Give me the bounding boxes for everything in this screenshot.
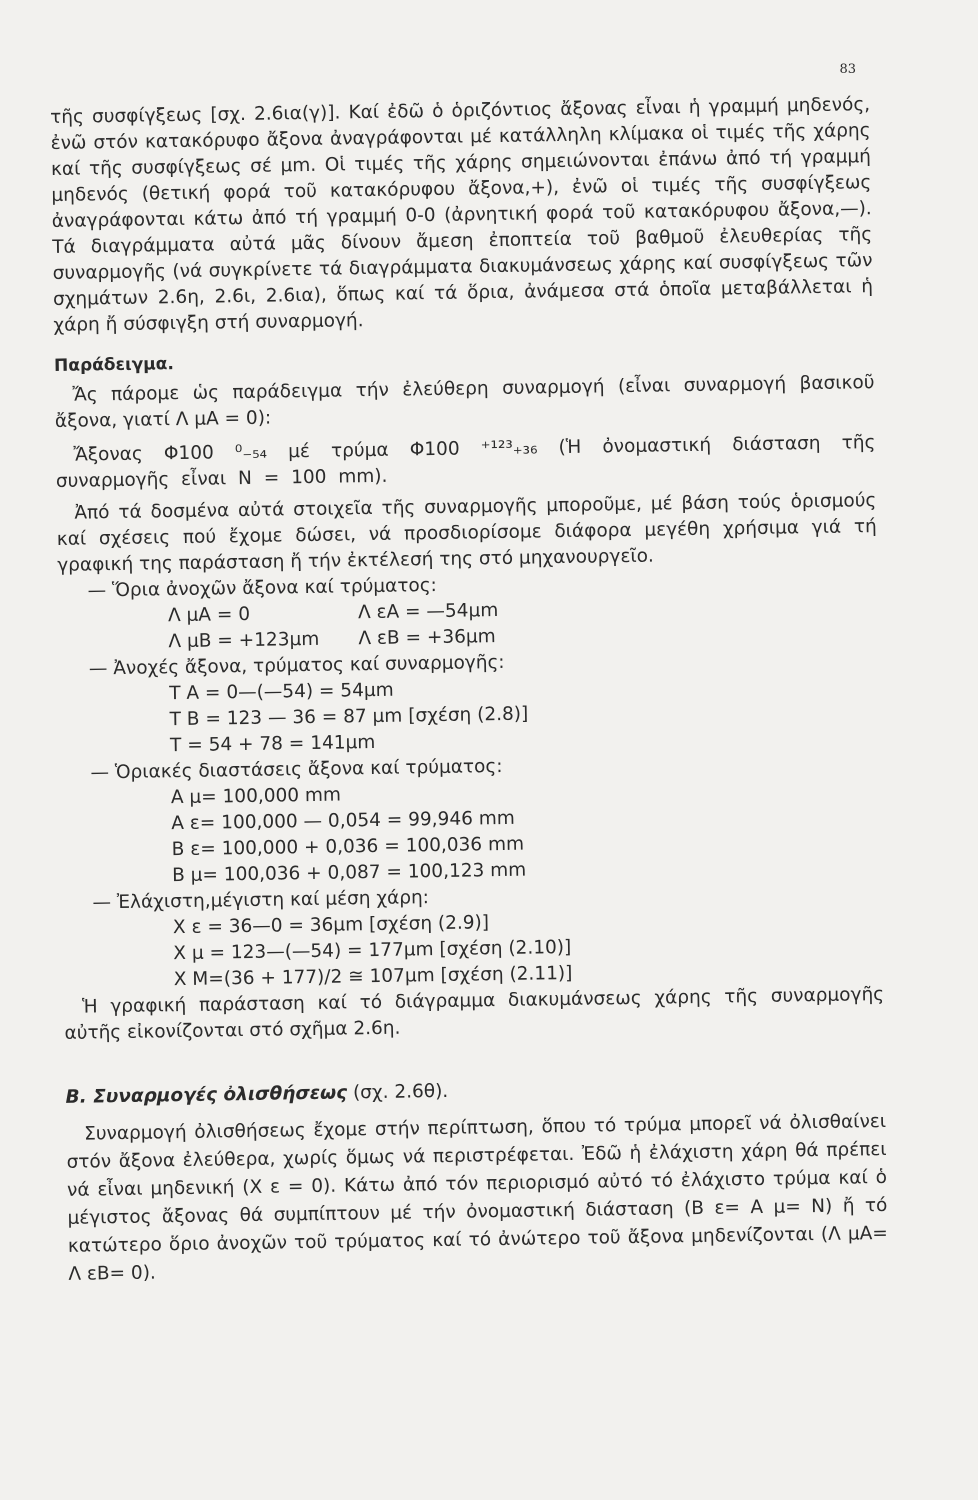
heading-clearances: — Ἐλάχιστη,μέγιστη καί μέση χάρη: — [92, 887, 430, 914]
text-column — [50, 92, 888, 1289]
paragraph-sliding-fit: Συναρμογή ὀλισθήσεως ἔχομε στήν περίπτωση, ὅπου τό τρύμα μπορεῖ νά ὀλισθαίνει στόν ἄξονα ἐλεύθερα, χωρίς ὅμως νά περιστρέφεται. Ἐδῶ ἡ ἐλάχιστη χάρη θά πρέπει νά εἶναι μηδενική (X ε = 0). Κάτω ἀπό τόν περιορισμό αὐτό τό ἐλάχιστο τρύμα καί ὁ μέγιστος ἄξονας θά συμπίπτουν μέ τήν ὀνομαστική διάσταση (B ε= A μ= N) ἤ τό κατώτερο ὅριο ἀνοχῶν τοῦ τρύματος καί τό ἀνώτερο τοῦ ἄξονα μηδενίζονται (Λ μΑ= Λ εΒ= 0). — [66, 1110, 888, 1285]
paragraph-example-data: Ἄξονας Φ100 ⁰₋₅₄ μέ τρύμα Φ100 ⁺¹²³₊₃₆ (Ἡ ὀνομαστική διάσταση τῆς συναρμογῆς εἶναι N = 100 mm). — [55, 432, 876, 492]
tolerance-fit: T = 54 + 78 = 141μm — [169, 731, 376, 757]
clearance-mean: X M=(36 + 177)/2 ≅ 107μm [σχέση (2.11)] — [173, 962, 573, 991]
section-title: Β. Συναρμογές ὀλισθήσεως — [65, 1082, 348, 1108]
page-number: 83 — [839, 62, 856, 77]
dimension-hole-min: B ε= 100,000 + 0,036 = 100,036 mm — [171, 833, 525, 861]
section-figure-ref: (σχ. 2.6θ). — [352, 1080, 449, 1104]
tolerance-shaft: T A = 0—(—54) = 54μm — [169, 679, 394, 705]
paragraph-determine: Ἀπό τά δοσμένα αὐτά στοιχεῖα τῆς συναρμογῆς μποροῦμε, μέ βάση τούς ὁρισμούς καί σχέσεις πού ἔχομε δώσει, νά προσδιορίσομε διάφορα μεγέθη χρήσιμα γιά τή γραφική της παράσταση ἤ τήν ἐκτέλεσή της στό μηχανουργεῖο. — [56, 490, 877, 576]
limit-shaft-upper: Λ μΑ = 0 — [167, 603, 251, 627]
heading-tolerance-limits: — Ὅρια ἀνοχῶν ἄξονα καί τρύματος: — [87, 574, 437, 602]
paragraph-figure-ref: Ἡ γραφική παράσταση καί τό διάγραμμα διακυμάνσεως χάρης τῆς συναρμογῆς αὐτῆς εἰκονίζονται στό σχῆμα 2.6η. — [64, 984, 885, 1044]
heading-limit-dimensions: — Ὁριακές διαστάσεις ἄξονα καί τρύματος: — [90, 755, 503, 784]
tolerance-hole: T B = 123 — 36 = 87 μm [σχέση (2.8)] — [169, 703, 529, 731]
limit-shaft-lower: Λ εΑ = —54μm — [357, 600, 499, 624]
heading-tolerances: — Ἀνοχές ἄξονα, τρύματος καί συναρμογῆς: — [88, 651, 505, 680]
paragraph-diagrams: τῆς συσφίγξεως [σχ. 2.6ια(γ)]. Καί ἐδῶ ὁ ὁριζόντιος ἄξονας εἶναι ἡ γραμμή μηδενός, ἐνῶ στόν κατακόρυφο ἄξονα ἀναγράφονται μέ κατάλληλη κλίμακα οἱ τιμές τῆς χάρης καί τῆς συσφίγξεως σέ μm. Οἱ τιμές τῆς χάρης σημειώνονται ἐπάνω ἀπό τή γραμμή μηδενός (θετική φορά τοῦ κατακόρυφου ἄξονα,+), ἐνῶ οἱ τιμές τῆς συσφίγξεως ἀναγράφονται κάτω ἀπό τή γραμμή 0-0 (ἀρνητική φορά τοῦ κατακόρυφου ἄξονα,—). Τά διαγράμματα αὐτά μᾶς δίνουν ἄμεση ἐποπτεία τοῦ βαθμοῦ ἐλευθερίας τῆς συναρμογῆς (νά συγκρίνετε τά διαγράμματα διακυμάνσεως χάρης καί συσφίγξεως τῶν σχημάτων 2.6η, 2.6ι, 2.6ια), ὅπως καί τά ὅρια, ἀνάμεσα στά ὁποῖα μεταβάλλεται ἡ χάρη ἤ σύσφιγξη στή συναρμογή. — [50, 94, 874, 336]
clearance-max: X μ = 123—(—54) = 177μm [σχέση (2.10)] — [173, 936, 572, 965]
clearance-min: X ε = 36—0 = 36μm [σχέση (2.9)] — [172, 912, 490, 939]
paragraph-example-intro: Ἄς πάρομε ὡς παράδειγμα τήν ἐλεύθερη συναρμογή (εἶναι συναρμογή βασικοῦ ἄξονα, γιατί Λ μΑ = 0): — [54, 372, 875, 432]
dimension-hole-max: B μ= 100,036 + 0,087 = 100,123 mm — [171, 859, 527, 887]
dimension-shaft-max: A μ= 100,000 mm — [170, 784, 342, 809]
dimension-shaft-min: A ε= 100,000 — 0,054 = 99,946 mm — [171, 807, 515, 835]
example-heading: Παράδειγμα. — [53, 354, 174, 376]
limit-hole-upper: Λ μΒ = +123μm — [168, 628, 320, 653]
limit-hole-lower: Λ εΒ = +36μm — [358, 626, 496, 650]
